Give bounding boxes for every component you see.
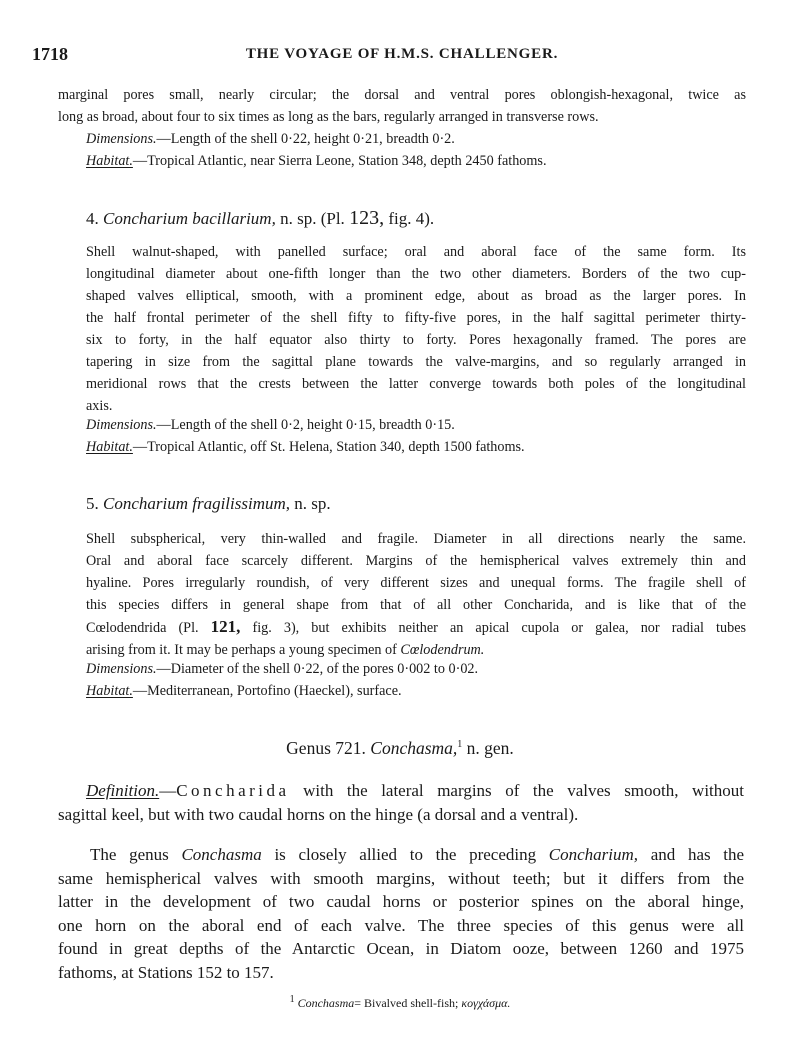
footnote-greek: κογχάσμα.	[461, 996, 511, 1010]
genus-name: Conchasma,	[370, 738, 458, 758]
footnote-mark: 1	[457, 739, 463, 751]
species-suffix: n. sp.	[294, 494, 331, 513]
habitat-label: Habitat.	[86, 683, 133, 699]
text-line: longitudinal diameter about one-fifth longer than the two other diameters. Borders of the two cup-	[86, 266, 746, 282]
habitat-text: —Mediterranean, Portofino (Haeckel), surface.	[132, 683, 402, 699]
text-line: the half frontal perimeter of the shell fifty to fifty-five pores, in the half sagittal perimeter thirty-	[86, 310, 746, 326]
text-line: Shell walnut-shaped, with panelled surface; oral and aboral face of the same form. Its	[86, 244, 746, 260]
footnote-text: = Bivalved shell-fish;	[354, 996, 459, 1010]
page-header	[32, 44, 772, 66]
dimensions-label: Dimensions.	[86, 131, 157, 147]
text-line: shaped valves elliptical, smooth, with a prominent edge, about as broad as the larger pores. In	[86, 288, 746, 304]
text-line: fathoms, at Stations 152 to 157.	[58, 962, 274, 982]
footnote	[0, 994, 800, 1011]
species-number: 5.	[86, 494, 99, 513]
text-fragment: and has the	[650, 845, 745, 864]
text-line: this species differs in general shape from that of all other Concharida, and is like that of the	[86, 597, 746, 613]
text-line: axis.	[86, 398, 113, 414]
dimensions-label: Dimensions.	[86, 417, 157, 433]
running-head: THE VOYAGE OF H.M.S. CHALLENGER.	[245, 46, 559, 62]
genus-definition	[58, 779, 744, 826]
text-fragment: Cœlodendrida (Pl.	[86, 620, 199, 636]
species-name: Concharium bacillarium,	[103, 209, 276, 228]
text-line: Shell subspherical, very thin-walled and fragile. Diameter in all directions nearly the same.	[86, 531, 746, 547]
species-4-habitat	[58, 436, 774, 458]
genus-paragraph	[58, 843, 744, 984]
text-line: one horn on the aboral end of each valve. The three species of this genus were all	[58, 915, 744, 935]
genus-prefix: Genus 721.	[286, 738, 366, 758]
habitat-text: —Tropical Atlantic, off St. Helena, Station 340, depth 1500 fathoms.	[132, 439, 525, 455]
habitat-label: Habitat.	[86, 439, 133, 455]
text-fragment: arising from it. It may be perhaps a young specimen of	[86, 642, 397, 658]
dimensions-text: —Length of the shell 0·22, height 0·21, breadth 0·2.	[156, 131, 455, 147]
species-5-description	[58, 528, 746, 661]
plate-number: 121,	[210, 617, 241, 636]
dimensions-text: —Diameter of the shell 0·22, of the pores 0·002 to 0·02.	[156, 661, 479, 677]
species-5-dimensions	[58, 658, 774, 680]
text-line	[58, 779, 744, 803]
footnote-term: Conchasma	[297, 996, 355, 1010]
dimensions-label: Dimensions.	[86, 661, 157, 677]
genus-suffix: n. gen.	[466, 738, 514, 758]
text-line	[58, 843, 744, 867]
habitat-label: Habitat.	[86, 153, 133, 169]
text-line: Oral and aboral face scarcely different. Margins of the hemispherical valves extremely thin and	[86, 553, 746, 569]
species-5-heading	[86, 494, 331, 514]
text-line: long as broad, about four to six times as long as the bars, regularly arranged in transverse rows.	[58, 109, 599, 125]
dimensions-text: —Length of the shell 0·2, height 0·15, breadth 0·15.	[156, 417, 455, 433]
species-number: 4.	[86, 209, 99, 228]
text-fragment: with the lateral margins of the valves smooth, without	[303, 781, 744, 800]
text-line: found in great depths of the Antarctic Ocean, in Diatom ooze, between 1260 and 1975	[58, 939, 744, 958]
genus-name-ref: Concharium,	[548, 845, 639, 864]
footnote-mark: 1	[289, 994, 295, 1005]
habitat-text: —Tropical Atlantic, near Sierra Leone, Station 348, depth 2450 fathoms.	[132, 153, 547, 169]
species-5-habitat	[58, 680, 774, 702]
species-name: Concharium fragilissimum,	[103, 494, 291, 513]
text-line: same hemispherical valves with smooth margins, without teeth; but it differs from the	[58, 868, 744, 888]
text-line: six to forty, in the half equator also thirty to forty. Pores hexagonally framed. The pores are	[86, 332, 746, 348]
definition-family: Concharida	[176, 781, 290, 800]
species-4-description	[58, 241, 746, 417]
text-fragment: is closely allied to the preceding	[274, 845, 537, 864]
text-fragment: fig. 3), but exhibits neither an apical cupola or galea, nor radial tubes	[252, 620, 747, 636]
text-line: meridional rows that the crests between the latter converge towards both poles of the longitudinal	[86, 376, 746, 392]
text-line: latter in the development of two caudal horns or posterior spines on the aboral hinge,	[58, 892, 744, 911]
continuation-paragraph	[58, 84, 746, 128]
text-line: hyaline. Pores irregularly roundish, of very different sizes and unequal forms. The fragile shell of	[86, 575, 746, 591]
definition-label: Definition.	[86, 781, 160, 800]
page-number: 1718	[32, 44, 68, 64]
species-suffix: n. sp. (Pl.	[280, 209, 345, 228]
text-line: sagittal keel, but with two caudal horns on the hinge (a dorsal and a ventral).	[58, 804, 579, 824]
genus-heading	[0, 738, 800, 759]
plate-number: 123,	[349, 207, 385, 229]
continuation-dimensions	[58, 128, 774, 150]
fig-ref: fig. 4).	[388, 209, 435, 228]
text-line	[58, 616, 746, 639]
text-fragment: The genus	[90, 845, 169, 864]
continuation-habitat	[58, 150, 774, 172]
genus-reference: Cœlodendrum.	[400, 642, 485, 658]
text-line: marginal pores small, nearly circular; the dorsal and ventral pores oblongish-hexagonal, twice as	[58, 87, 746, 103]
species-4-dimensions	[58, 414, 774, 436]
text-line: tapering in size from the sagittal plane towards the valve-margins, and so regularly arranged in	[86, 354, 746, 370]
species-4-heading	[86, 207, 434, 230]
genus-name-ref: Conchasma	[181, 845, 262, 864]
definition-dash: —	[159, 781, 177, 800]
